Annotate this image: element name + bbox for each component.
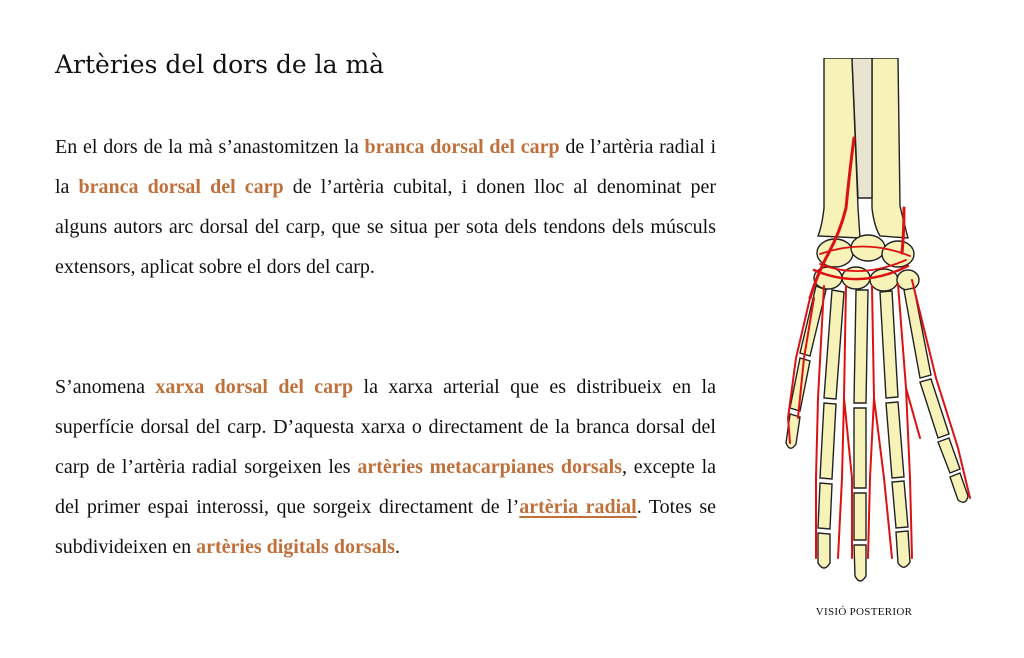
ring-phalanx (886, 402, 904, 478)
index-phalanx (818, 533, 830, 568)
link-arteria-radial[interactable]: artèria radial (519, 496, 637, 518)
text-fragment: la xarxa arterial que es distribueix en la superfície dorsal del carp. D’aquesta xarxa o directament de la branca dorsal del carp de l’artèria radial sorgeixen les (55, 376, 716, 478)
ring-metacarpal (880, 291, 898, 398)
text-fragment: . (394, 536, 400, 558)
middle-metacarpal (854, 290, 868, 403)
text-fragment: S’anomena (55, 376, 156, 398)
text-fragment: , excepte la del primer espai interossi, que sorgeix directament de l’ (55, 456, 716, 518)
paragraph-dorsal-arch (55, 127, 716, 287)
index-phalanx (820, 403, 836, 479)
ring-phalanx (892, 481, 908, 528)
term-branca-dorsal-carp-radial[interactable]: branca dorsal del carp (364, 136, 560, 158)
text-fragment: de l’artèria cubital, i donen lloc al denominat per alguns autors arc dorsal del carp, que se situa per sota dels tendons dels músculs extensors, aplicat sobre el dors del carp. (55, 176, 716, 278)
page-title: Artèries del dors de la mà (55, 50, 385, 79)
paragraph-xarxa-dorsal (55, 367, 716, 567)
figure-caption: VISIÓ POSTERIOR (815, 606, 913, 618)
index-phalanx (818, 483, 832, 529)
ring-phalanx (896, 531, 910, 567)
middle-phalanx (854, 493, 866, 540)
text-fragment: . Totes se subdivideixen en (55, 496, 716, 558)
hand-arteries-illustration (780, 58, 1010, 598)
term-branca-dorsal-carp-cubital[interactable]: branca dorsal del carp (78, 176, 284, 198)
text-fragment: de l’artèria radial i la (55, 136, 716, 198)
term-xarxa-dorsal-carp[interactable]: xarxa dorsal del carp (155, 376, 354, 398)
term-arteries-metacarpianes-dorsals[interactable]: artèries metacarpianes dorsals (357, 456, 622, 478)
middle-phalanx (854, 408, 866, 488)
term-arteries-digitals-dorsals[interactable]: artèries digitals dorsals (196, 536, 395, 558)
text-fragment: En el dors de la mà s’anastomitzen la (55, 136, 365, 158)
middle-phalanx (854, 545, 866, 581)
little-finger-artery (912, 280, 970, 498)
index-metacarpal (824, 290, 844, 399)
bones-group (786, 58, 968, 581)
carpal-bone (897, 270, 919, 290)
